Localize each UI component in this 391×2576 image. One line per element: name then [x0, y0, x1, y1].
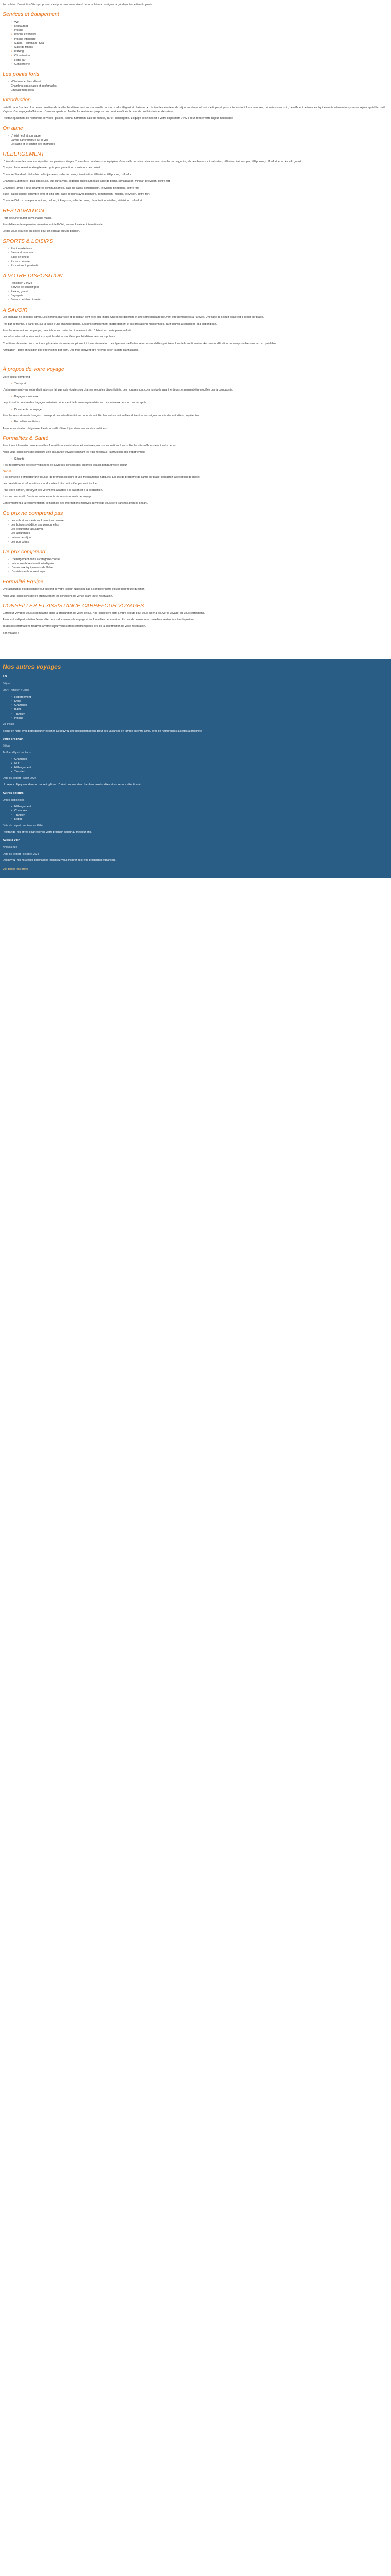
- trip-card-meta: Vol inclus: [3, 723, 14, 726]
- on-aime-item: - La vue panoramique sur la ville: [8, 138, 388, 142]
- hebergement-paragraph: Chambre Famille : deux chambres communicantes, salle de bains, climatisation, télévision, téléphone, coffre-fort.: [3, 186, 140, 190]
- apropos-text-2: Le poids et le nombre des bagages autorisés dépendent de la compagnie aérienne. Les animaux ne sont pas acceptés.: [3, 401, 148, 404]
- apropos-item: • Formalités sanitaires: [11, 420, 388, 424]
- trip-card-label: Séjour: [3, 744, 11, 748]
- disposition-item: - Service de blanchisserie: [8, 298, 388, 302]
- conditions-paragraph: Conditions de vente : les conditions générales de vente s'appliquent à toute réservation. Le règlement s'effectue selon les modalités précisées lors de la confirmation. Aucune modification ne sera possible sans accord préalable.: [3, 342, 277, 345]
- other-trips-section: [0, 659, 391, 878]
- on-aime-item: - Le calme et le confort des chambres: [8, 142, 388, 146]
- trip-card-meta: Date du départ : juillet 2024: [3, 776, 36, 780]
- apropos-item: • Bagages - animaux: [11, 395, 388, 399]
- disposition-item: - Bagagerie: [8, 294, 388, 298]
- trip-card[interactable]: [3, 737, 388, 787]
- intro-text: Formulaire d'inscription Vous proposez, c'est pour vos entreprises! Le formulaire à consigner à gré d'ajouter le titre du poste.: [3, 3, 153, 6]
- trip-card[interactable]: [3, 675, 388, 733]
- trip-card-head: Aussi à voir: [3, 839, 20, 842]
- point-fort-item: - Emplacement idéal: [8, 88, 388, 92]
- restauration-body: [3, 216, 388, 234]
- trip-card-place: Nouveautés: [3, 845, 18, 849]
- sports-item: - Espace détente: [8, 260, 388, 264]
- conseil-paragraph: Carrefour Voyages vous accompagne dans la préparation de votre séjour. Nos conseillers sont à votre écoute pour vous aider à trouver le voyage qui vous correspond.: [3, 612, 205, 615]
- apropos-list-4: [11, 420, 388, 424]
- on-aime-title: On aime: [3, 125, 23, 131]
- page: [0, 0, 391, 652]
- trip-card-place: Offres disponibles: [3, 799, 25, 802]
- formalite-equipe-paragraph: Une assistance est disponible tout au long de votre séjour. N'hésitez pas à contacter notre équipe pour toute question.: [3, 587, 145, 591]
- trip-card-text: Séjour en hôtel avec petit déjeuner et dîner. Découvrez une destination idéale pour des vacances en famille ou entre amis, avec de nombreuses activités à proximité.: [3, 729, 203, 733]
- prix-ne-comprend-item: - La taxe de séjour: [8, 536, 388, 540]
- formalites-title: Formalités & Santé: [3, 435, 49, 442]
- formalites-text: Il est recommandé de rester vigilant et de suivre les conseils des autorités locales pendant votre séjour.: [3, 464, 128, 467]
- service-item: • Climatisation: [11, 54, 388, 58]
- conseil-paragraph: Avant votre départ, vérifiez l'ensemble de vos documents de voyage et les formalités nécessaires. En cas de besoin, nos conseillers restent à votre disposition.: [3, 618, 196, 622]
- sante-paragraph: Conformément à la réglementation, l'ensemble des informations relatives au voyage vous sera transmis avant le départ.: [3, 501, 148, 505]
- trip-card[interactable]: [3, 838, 388, 862]
- apropos-list-1: [11, 382, 388, 386]
- a-savoir-paragraph: Pour les réservations de groupe, merci de nous contacter directement afin d'obtenir un devis personnalisé.: [3, 329, 132, 332]
- points-forts-title: Les points forts: [3, 71, 40, 78]
- hebergement-paragraph: L'hôtel dispose de chambres réparties sur plusieurs étages. Toutes les chambres sont équipées d'une salle de bains privative avec douche ou baignoire, sèche-cheveux, climatisation, télévision à écran plat, téléphone, coffre-fort et accès wifi gratuit.: [3, 160, 302, 163]
- service-item: • Restaurant: [11, 24, 388, 28]
- restauration-paragraph: Possibilité de demi-pension au restaurant de l'hôtel, cuisine locale et internationale.: [3, 223, 104, 227]
- disposition-item: - Parking gratuit: [8, 290, 388, 294]
- trip-card-feature: • Transfert: [11, 712, 388, 716]
- service-item: • Piscine intérieure: [11, 37, 388, 41]
- prix-ne-comprend-list: [8, 519, 388, 544]
- sante-paragraph: Il est recommandé d'avoir sur soi une copie de ses documents de voyage.: [3, 495, 92, 499]
- hebergement-paragraph: Chambre Standard : lit double ou lits jumeaux, salle de bains, climatisation, télévision, téléphone, coffre-fort.: [3, 173, 133, 177]
- disposition-list: [8, 281, 388, 302]
- other-trips-list: [3, 675, 388, 863]
- trip-card-feature: • Hébergement: [11, 766, 388, 770]
- introduction-body: [3, 106, 388, 121]
- on-aime-list: [8, 134, 388, 147]
- trip-card[interactable]: [3, 791, 388, 835]
- trip-card-feature: • Hébergement: [11, 805, 388, 809]
- apropos-list-3: [11, 408, 388, 412]
- introduction-paragraph: Installé dans l'un des plus beaux quartiers de la ville, l'établissement vous accueille dans un cadre élégant et chaleureux. Un lieu de détente et de séjour moderne où tout a été pensé pour votre confort. Les chambres, décorées avec soin, bénéficient de tous les équipements nécessaires pour un séjour agréable, qu'il s'agisse d'un voyage d'affaires ou d'une escapade en famille. Le restaurant propose une cuisine raffinée à base de produits frais et de saison.: [3, 106, 385, 114]
- restauration-paragraph: Petit déjeuner buffet servi chaque matin.: [3, 216, 52, 220]
- prix-comprend-item: - L'hébergement dans la catégorie choisie: [8, 557, 388, 562]
- apropos-intro: Votre séjour comprend :: [3, 375, 32, 379]
- conseil-paragraph: Toutes les informations relatives à votre séjour vous seront communiquées lors de la confirmation de votre réservation.: [3, 624, 146, 628]
- sports-title: SPORTS & LOISIRS: [3, 238, 53, 245]
- conditions-body: [3, 342, 388, 352]
- hebergement-paragraph: Suite : salon séparé, chambre avec lit king size, salle de bains avec baignoire, climatisation, minibar, télévision, coffre-fort.: [3, 193, 150, 196]
- apropos-text-1: L'acheminement vers votre destination se fait par vols réguliers ou charters selon les disponibilités. Les horaires sont communiqués avant le départ et peuvent être modifiés par la compagnie.: [3, 388, 233, 392]
- prix-ne-comprend-item: - Les assurances: [8, 531, 388, 535]
- apropos-item: • Documents de voyage: [11, 408, 388, 412]
- trip-card-feature: • Chambres: [11, 809, 388, 813]
- sports-item: - Excursions à proximité: [8, 264, 388, 268]
- trip-card-feature: • Hébergement: [11, 695, 388, 699]
- trip-card-text: Un séjour dépaysant dans un cadre idyllique. L'hôtel propose des chambres confortables et un service attentionné.: [3, 783, 141, 787]
- prix-comprend-item: - La formule de restauration indiquée: [8, 562, 388, 566]
- services-title: Services et équipement: [3, 11, 59, 18]
- trip-card-meta: Date du départ : octobre 2024: [3, 852, 39, 856]
- trip-card-feature: • Transfert: [11, 770, 388, 774]
- points-forts-list: [8, 80, 388, 93]
- apropos-text-3: Pour les ressortissants français : passeport ou carte d'identité en cours de validité. Les autres nationalités doivent se renseigner auprès des autorités compétentes.: [3, 414, 200, 417]
- formalites-item: • Sécurité: [11, 457, 388, 461]
- point-fort-item: - Chambres spacieuses et confortables: [8, 84, 388, 88]
- a-savoir-body: [3, 315, 388, 339]
- sante-paragraph: Pour votre confort, prévoyez des vêtements adaptés à la saison et à la destination.: [3, 488, 103, 492]
- service-item: • Sauna - Hammam - Spa: [11, 41, 388, 45]
- formalites-paragraph: Nous vous conseillons de souscrire une assurance voyage couvrant les frais médicaux, l'annulation et le rapatriement.: [3, 451, 146, 454]
- restauration-paragraph: Le bar vous accueille en soirée pour un cocktail ou une boisson.: [3, 230, 80, 233]
- service-item: • Piscine extérieure: [11, 32, 388, 37]
- trip-card-text: Découvrez nos nouvelles destinations et laissez-vous inspirer pour vos prochaines vacances.: [3, 859, 116, 862]
- hebergement-paragraph: Chaque chambre est aménagée avec goût pour garantir un maximum de confort.: [3, 166, 101, 170]
- trip-card-feature: • Nuit: [11, 761, 388, 766]
- prix-ne-comprend-item: - Les boissons et dépenses personnelles: [8, 523, 388, 527]
- service-item: • Piscine: [11, 28, 388, 32]
- prix-ne-comprend-item: - Les pourboires: [8, 540, 388, 544]
- introduction-paragraph: Profitez également de nombreux services : piscine, sauna, hammam, salle de fitness, bar et conciergerie. L'équipe de l'hôtel est à votre disposition 24h/24 pour rendre votre séjour inoubliable.: [3, 116, 234, 120]
- hebergement-title: HÉBERGEMENT: [3, 151, 45, 158]
- trip-card-head: Votre prochain: [3, 737, 24, 741]
- sante-title: Santé: [3, 469, 11, 473]
- trip-card-feature: • Piscine: [11, 716, 388, 720]
- service-item: • Wifi: [11, 20, 388, 24]
- sports-item: - Sauna et hammam: [8, 251, 388, 255]
- trip-card-feature: • Bains: [11, 707, 388, 711]
- sports-item: - Piscine extérieure: [8, 247, 388, 251]
- sante-paragraph: Les prestations et informations sont données à titre indicatif et peuvent évoluer.: [3, 482, 99, 485]
- a-savoir-title: A SAVOIR: [3, 307, 28, 313]
- conditions-paragraph: Annulation : toute annulation doit être notifiée par écrit. Des frais peuvent être retenus selon la date d'annulation.: [3, 348, 139, 352]
- prix-ne-comprend-item: - Les vols et transferts sauf mention contraire: [8, 519, 388, 523]
- trip-card-features: [11, 757, 388, 774]
- trip-card-features: [11, 695, 388, 720]
- introduction-title: Introduction: [3, 97, 31, 104]
- prix-ne-comprend-item: - Les excursions facultatives: [8, 527, 388, 531]
- formalite-equipe-body: [3, 587, 388, 598]
- trip-card-features: [11, 805, 388, 822]
- trip-card-place: 2024 Transfert / Choix: [3, 689, 30, 692]
- apropos-list-2: [11, 395, 388, 399]
- trip-card-text: Profitez de nos offres pour réserver votre prochain séjour au meilleur prix.: [3, 831, 92, 834]
- on-aime-item: - L'hôtel neuf et son cadre: [8, 134, 388, 138]
- trip-card-head: 4.5: [3, 675, 7, 679]
- disposition-title: À VOTRE DISPOSITION: [3, 272, 63, 279]
- trip-card-feature: • Chambres: [11, 703, 388, 707]
- prix-comprend-list: [8, 557, 388, 574]
- formalites-paragraph: Pour toute information concernant les formalités administratives et sanitaires, nous vous invitons à consulter les sites officiels avant votre départ.: [3, 444, 177, 448]
- conseil-paragraph: Bon voyage !: [3, 631, 19, 635]
- disposition-item: - Réception 24h/24: [8, 281, 388, 285]
- formalites-body: [3, 444, 388, 454]
- conseil-body: [3, 611, 388, 635]
- formalite-equipe-paragraph: Nous vous conseillons de lire attentivement les conditions de vente avant toute réservation.: [3, 594, 113, 598]
- conseil-title: CONSEILLER ET ASSISTANCE CARREFOUR VOYAGES: [3, 602, 144, 609]
- formalite-equipe-title: Formalité Equipe: [3, 579, 44, 585]
- service-item: • Hôtel bar: [11, 58, 388, 62]
- service-item: • Salle de fitness: [11, 45, 388, 49]
- point-fort-item: - Hôtel neuf et bien décoré: [8, 80, 388, 84]
- sports-item: - Salle de fitness: [8, 255, 388, 259]
- services-list: [11, 20, 388, 66]
- restauration-title: RESTAURATION: [3, 208, 44, 214]
- other-trips-title: Nos autres voyages: [3, 663, 61, 671]
- see-all-offers-link[interactable]: Voir toutes nos offres: [3, 867, 28, 871]
- prix-ne-comprend-title: Ce prix ne comprend pas: [3, 510, 63, 517]
- a-savoir-paragraph: Les informations données sont susceptibles d'être modifiées par l'établissement sans préavis.: [3, 335, 116, 339]
- trip-card-feature: • Repas: [11, 817, 388, 821]
- prix-comprend-title: Ce prix comprend: [3, 548, 45, 555]
- service-item: • Parking: [11, 49, 388, 54]
- service-item: • Conciergerie: [11, 62, 388, 66]
- apropos-text-4: Aucune vaccination obligatoire. Il est conseillé d'être à jour dans ses vaccins habituels.: [3, 427, 108, 430]
- apropos-title: À propos de votre voyage: [3, 366, 64, 373]
- sante-paragraph: Il est conseillé d'emporter une trousse de premiers secours et vos médicaments habituels. En cas de problème de santé sur place, contactez la réception de l'hôtel.: [3, 476, 201, 479]
- trip-card-place: Tarif au départ de Paris: [3, 751, 31, 755]
- a-savoir-paragraph: Prix par personne, à partir de, sur la base d'une chambre double. Les prix comprennent l'hébergement et les prestations mentionnées. Tarif soumis à conditions et à disponibilité.: [3, 322, 217, 326]
- disposition-item: - Service de conciergerie: [8, 285, 388, 290]
- trip-card-label: Séjour: [3, 682, 11, 686]
- sports-list: [8, 247, 388, 268]
- hebergement-paragraph: Chambre Supérieure : plus spacieuse, vue sur la ville, lit double ou lits jumeaux, salle de bains, climatisation, minibar, télévision, coffre-fort.: [3, 179, 171, 183]
- prix-comprend-item: - L'assistance de notre équipe: [8, 570, 388, 574]
- a-savoir-paragraph: Les animaux ne sont pas admis. Les horaires d'arrivée et de départ sont fixés par l'hôtel. Une pièce d'identité et une carte bancaire peuvent être demandées à l'arrivée. Une taxe de séjour locale est à régler sur place.: [3, 316, 264, 319]
- apropos-item: • Transport: [11, 382, 388, 386]
- trip-card-feature: • Transfert: [11, 813, 388, 817]
- trip-card-meta: Date du départ : septembre 2024: [3, 824, 43, 827]
- trip-card-feature: • Chambres: [11, 757, 388, 761]
- hebergement-body: [3, 160, 388, 203]
- prix-comprend-item: - L'accès aux équipements de l'hôtel: [8, 566, 388, 570]
- trip-card-feature: • Dîner: [11, 699, 388, 703]
- sante-body: [3, 475, 388, 505]
- trip-card-head: Autres séjours: [3, 791, 24, 795]
- hebergement-paragraph: Chambre Deluxe : vue panoramique, balcon, lit king size, salle de bains, climatisation, minibar, télévision, coffre-fort.: [3, 199, 143, 202]
- formalites-list: [11, 457, 388, 461]
